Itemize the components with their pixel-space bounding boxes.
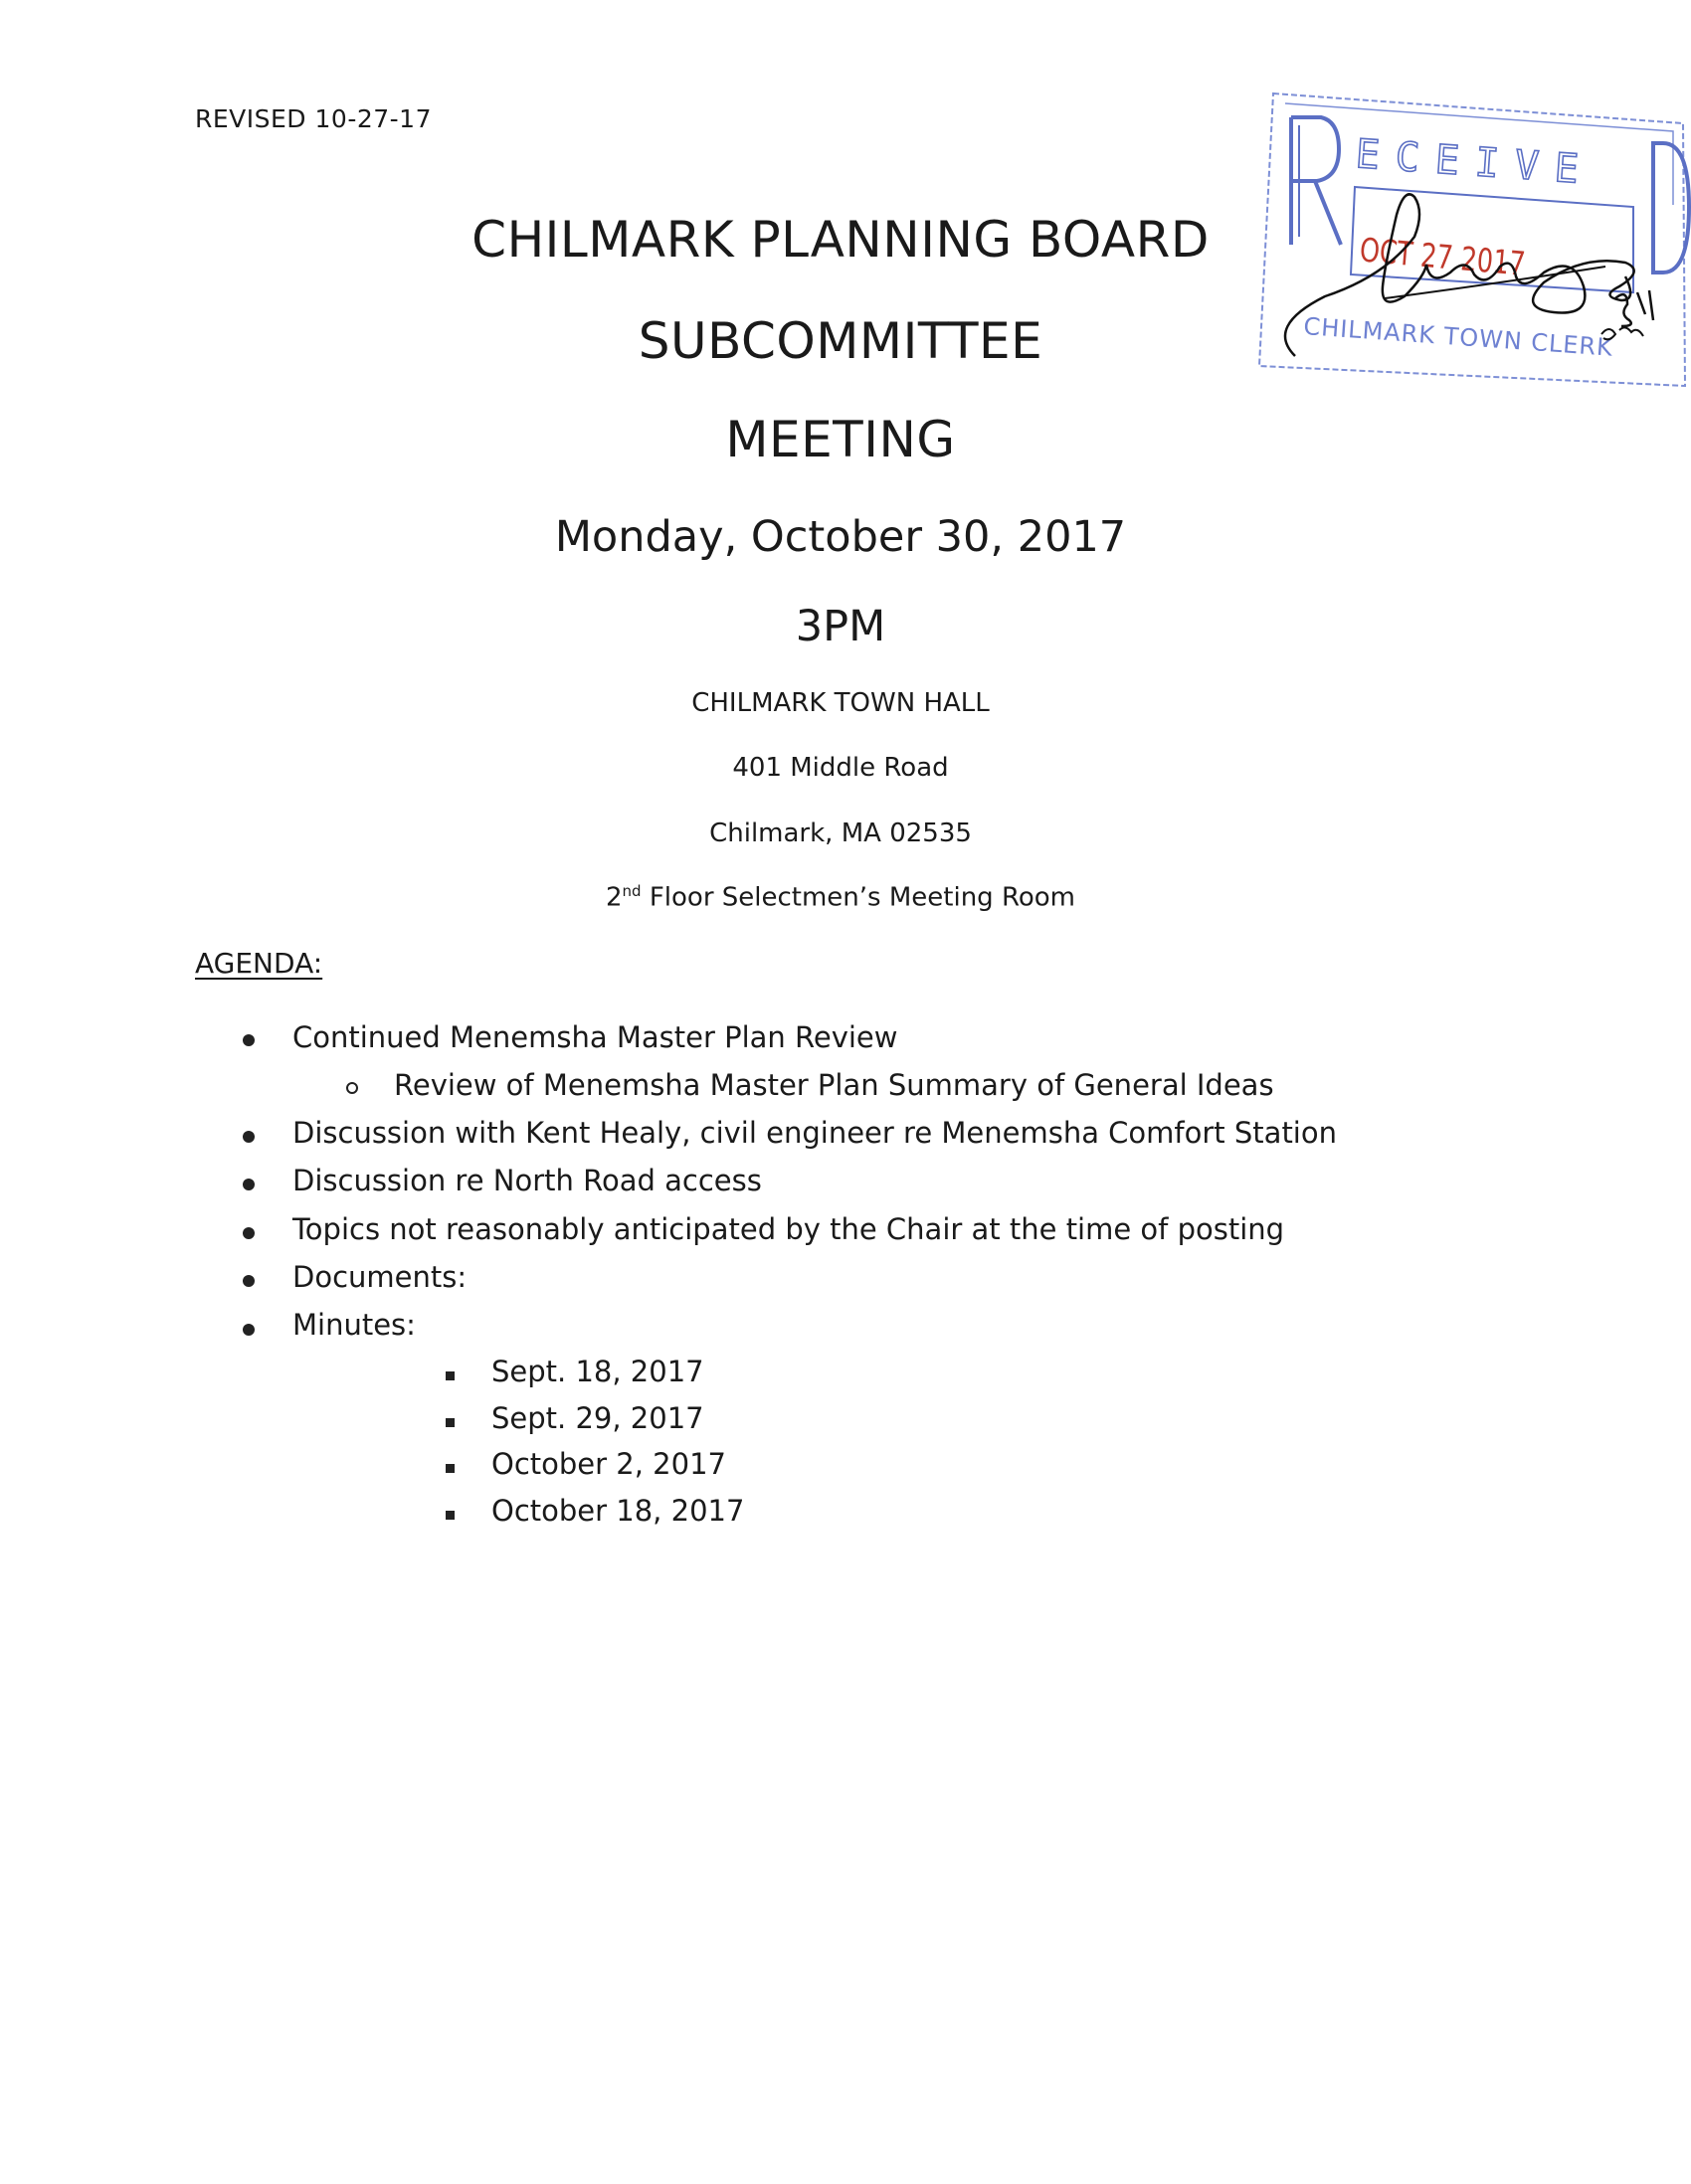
bullet-icon (243, 1131, 255, 1143)
minutes-item: Sept. 18, 2017 (491, 1355, 704, 1388)
minutes-item: Sept. 29, 2017 (491, 1401, 704, 1435)
agenda-item: Documents: (292, 1260, 468, 1294)
venue-street: 401 Middle Road (732, 753, 949, 783)
square-bullet-icon (446, 1371, 455, 1380)
square-bullet-icon (446, 1511, 455, 1520)
stamp-date: OCT 27 2017 (1358, 231, 1527, 283)
bullet-icon (243, 1179, 255, 1190)
agenda-item: Topics not reasonably anticipated by the Chair at the time of posting (292, 1212, 1285, 1246)
minutes-item: October 18, 2017 (491, 1494, 745, 1528)
svg-text:ECEIVE: ECEIVE (1354, 131, 1597, 194)
revised-note: REVISED 10-27-17 (195, 104, 432, 133)
venue-city: Chilmark, MA 02535 (709, 819, 972, 848)
minutes-item: October 2, 2017 (491, 1447, 726, 1481)
agenda-subitem: Review of Menemsha Master Plan Summary of General Ideas (394, 1068, 1274, 1102)
square-bullet-icon (446, 1464, 455, 1473)
venue-room (0, 882, 1681, 913)
room-floor-number: 2 (605, 882, 623, 913)
agenda-item: Discussion re North Road access (292, 1164, 762, 1197)
agenda-item: Minutes: (292, 1308, 416, 1342)
agenda-item: Continued Menemsha Master Plan Review (292, 1020, 898, 1054)
title-line-3: MEETING (725, 411, 956, 468)
square-bullet-icon (446, 1418, 455, 1427)
bullet-icon (243, 1275, 255, 1287)
agenda-item: Discussion with Kent Healy, civil engineer re Menemsha Comfort Station (292, 1116, 1337, 1150)
bullet-icon (243, 1034, 255, 1046)
room-floor-suffix: nd (622, 882, 642, 900)
title-line-1: CHILMARK PLANNING BOARD (471, 211, 1210, 269)
hollow-bullet-icon (346, 1082, 358, 1094)
bullet-icon (243, 1324, 255, 1336)
svg-text:CHILMARK TOWN CLERK: CHILMARK TOWN CLERK (1302, 312, 1614, 362)
room-name: Floor Selectmen’s Meeting Room (641, 882, 1075, 913)
bullet-icon (243, 1227, 255, 1239)
agenda-heading: AGENDA: (195, 947, 323, 980)
title-line-2: SUBCOMMITTEE (638, 312, 1043, 370)
venue-name: CHILMARK TOWN HALL (691, 688, 990, 718)
meeting-date: Monday, October 30, 2017 (554, 512, 1127, 562)
meeting-time: 3PM (795, 602, 886, 651)
